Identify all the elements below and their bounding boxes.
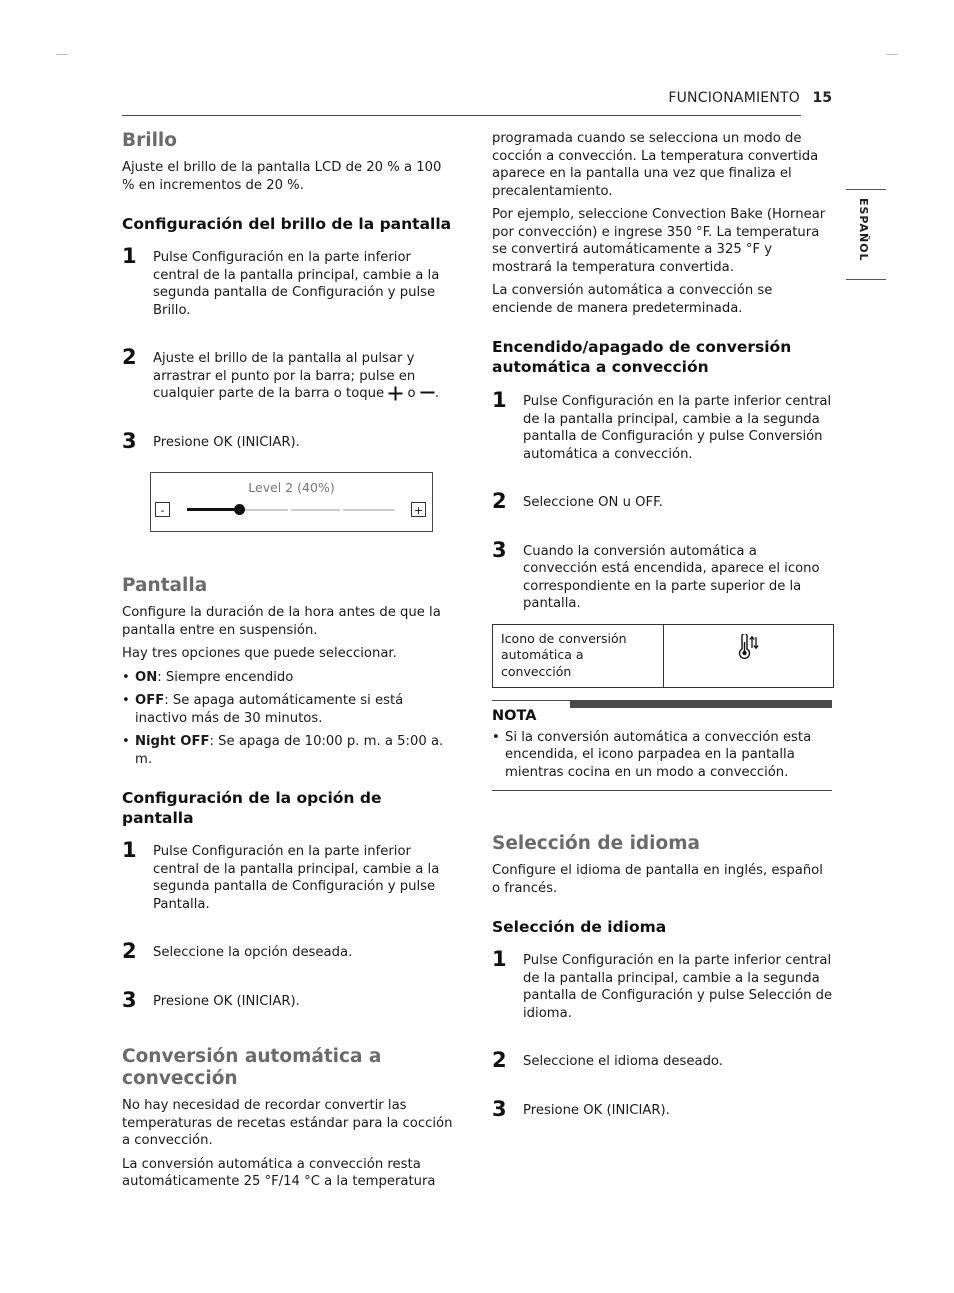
conversion-cont-p3: La conversión automática a convección se enciende de manera predeterminada. <box>492 283 773 316</box>
pantalla-options-list <box>122 669 458 769</box>
pantalla-subtitle: Configuración de la opción de pantalla <box>122 789 382 827</box>
brillo-step-1 <box>122 244 458 319</box>
step-text: Seleccione el idioma deseado. <box>523 1054 723 1069</box>
language-side-tab <box>846 189 886 280</box>
right-column <box>492 130 834 1119</box>
step-number: 1 <box>122 244 137 268</box>
onoff-subtitle: Encendido/apagado de conversión automática a convección <box>492 338 792 376</box>
step-text: Pulse Configuración en la parte inferior central de la pantalla principal, cambie a la segunda pantalla de Configuración y pulse Pantalla. <box>153 844 440 912</box>
icon-table-label: Icono de conversión automática a convección <box>501 630 627 679</box>
minus-icon <box>420 386 435 401</box>
icon-table-icon-cell <box>664 625 833 687</box>
page-number: 15 <box>812 90 832 106</box>
step-text <box>153 350 458 403</box>
step-number: 1 <box>492 388 507 412</box>
option-text: : Siempre encendido <box>157 669 294 685</box>
crop-mark-top-left <box>56 54 68 55</box>
brightness-widget-wrap <box>150 472 458 532</box>
list-item <box>122 692 458 727</box>
page-header <box>122 90 832 110</box>
step-text: Pulse Configuración en la parte inferior central de la pantalla principal, cambie a la segunda pantalla de Configuración y pulse Brillo. <box>153 250 440 318</box>
idioma-subtitle: Selección de idioma <box>492 918 667 936</box>
slider-fill <box>187 508 239 511</box>
step-text: Presione OK (INICIAR). <box>153 993 300 1009</box>
conversion-p2: La conversión automática a convección resta automáticamente 25 °F/14 °C a la temperatura <box>122 1156 436 1189</box>
pantalla-title: Pantalla <box>122 575 208 596</box>
option-key: OFF <box>135 693 165 708</box>
step-number: 3 <box>492 1096 507 1121</box>
brightness-plus-button[interactable]: + <box>411 502 426 517</box>
step-text-end: . <box>434 386 440 401</box>
left-column <box>122 130 458 1191</box>
step-text: Cuando la conversión automática a convección está encendida, aparece el icono correspondiente en la parte superior de la pantalla. <box>523 543 820 611</box>
brightness-widget <box>150 472 433 532</box>
step-number: 1 <box>492 947 507 971</box>
brillo-title: Brillo <box>122 130 177 151</box>
step-number: 2 <box>122 939 137 963</box>
step-text: Presione OK (INICIAR). <box>523 1102 670 1118</box>
option-text: : Se apaga automáticamente si está inactivo más de 30 minutos. <box>135 693 404 726</box>
header-rule <box>122 115 801 116</box>
slider-knob[interactable] <box>234 504 245 515</box>
step-number: 3 <box>492 537 507 562</box>
slider-segment <box>343 509 395 511</box>
note-list <box>492 729 834 782</box>
brillo-intro: Ajuste el brillo de la pantalla LCD de 20 % a 100 % en incrementos de 20 %. <box>122 160 442 193</box>
option-key: ON <box>135 669 158 685</box>
plus-icon <box>388 386 403 401</box>
note-title: NOTA <box>492 707 537 724</box>
idioma-title: Selección de idioma <box>492 833 700 854</box>
pantalla-options-intro: Hay tres opciones que puede seleccionar. <box>122 646 397 661</box>
step-number: 3 <box>122 987 137 1012</box>
step-text-or: o <box>407 386 416 401</box>
conversion-cont-p2: Por ejemplo, seleccione Convection Bake (Hornear por convección) e ingrese 350 °F. La temperatura se convertirá automáticamente a 325 °F y mostrará la temperatura convertida. <box>492 207 826 275</box>
note-bar <box>492 700 832 714</box>
slider-segment <box>239 509 288 511</box>
brillo-step-3 <box>122 428 458 453</box>
step-text: Seleccione la opción deseada. <box>153 945 353 960</box>
conversion-p1: No hay necesidad de recordar convertir las temperaturas de recetas estándar para la cocción a convección. <box>122 1098 453 1148</box>
idioma-step-3 <box>492 1096 834 1121</box>
brightness-level-label: Level 2 (40%) <box>248 480 335 495</box>
step-number: 3 <box>122 428 137 453</box>
conversion-title: Conversión automática a convección <box>122 1046 382 1089</box>
list-item <box>122 733 458 768</box>
onoff-step-3 <box>492 537 834 613</box>
option-text: : Se apaga de 10:00 p. m. a 5:00 a. m. <box>135 734 444 767</box>
step-number: 2 <box>122 345 137 369</box>
pantalla-step-1 <box>122 838 458 913</box>
step-number: 2 <box>492 1048 507 1072</box>
note-bar-thick <box>570 700 832 708</box>
slider-segment <box>291 509 340 511</box>
brillo-subtitle: Configuración del brillo de la pantalla <box>122 215 452 233</box>
pantalla-intro: Configure la duración de la hora antes de que la pantalla entre en suspensión. <box>122 605 441 638</box>
brightness-slider[interactable] <box>187 509 395 513</box>
pantalla-step-3 <box>122 987 458 1012</box>
step-number: 2 <box>492 489 507 513</box>
step-text: Pulse Configuración en la parte inferior central de la pantalla principal, cambie a la segunda pantalla de Configuración y pulse Conversión automática a convección. <box>523 394 832 462</box>
crop-mark-top-right <box>886 54 898 55</box>
idioma-intro: Configure el idioma de pantalla en inglés, español o francés. <box>492 863 823 896</box>
option-key: Night OFF <box>135 734 210 749</box>
conversion-cont-p1: programada cuando se selecciona un modo de cocción a convección. La temperatura convertida aparece en la pantalla una vez que finaliza el precalentamiento. <box>492 131 819 199</box>
idioma-step-2 <box>492 1048 834 1072</box>
step-text: Pulse Configuración en la parte inferior central de la pantalla principal, cambie a la segunda pantalla de Configuración y pulse Selección de idioma. <box>523 953 833 1021</box>
step-text: Seleccione ON u OFF. <box>523 495 663 510</box>
icon-table <box>492 624 834 688</box>
idioma-step-1 <box>492 947 834 1022</box>
thermometer-arrows-icon <box>737 634 759 660</box>
brightness-minus-button[interactable]: - <box>155 502 170 517</box>
section-title: FUNCIONAMIENTO <box>668 90 800 106</box>
side-tab-label: ESPAÑOL <box>857 198 870 262</box>
step-text: Presione OK (INICIAR). <box>153 434 300 450</box>
step-number: 1 <box>122 838 137 862</box>
brillo-step-2 <box>122 345 458 403</box>
list-item <box>122 669 458 687</box>
note-bar-thin <box>492 700 570 701</box>
pantalla-step-2 <box>122 939 458 963</box>
onoff-step-2 <box>492 489 834 513</box>
list-item: • Si la conversión automática a convección esta encendida, el icono parpadea en la pantalla mientras cocina en un modo a convección. <box>492 729 834 782</box>
onoff-step-1 <box>492 388 834 463</box>
step-text-main: Ajuste el brillo de la pantalla al pulsar y arrastrar el punto por la barra; pulse en cualquier parte de la barra o toque <box>153 351 416 401</box>
icon-table-label-cell <box>493 625 664 687</box>
note-rule <box>492 790 832 791</box>
